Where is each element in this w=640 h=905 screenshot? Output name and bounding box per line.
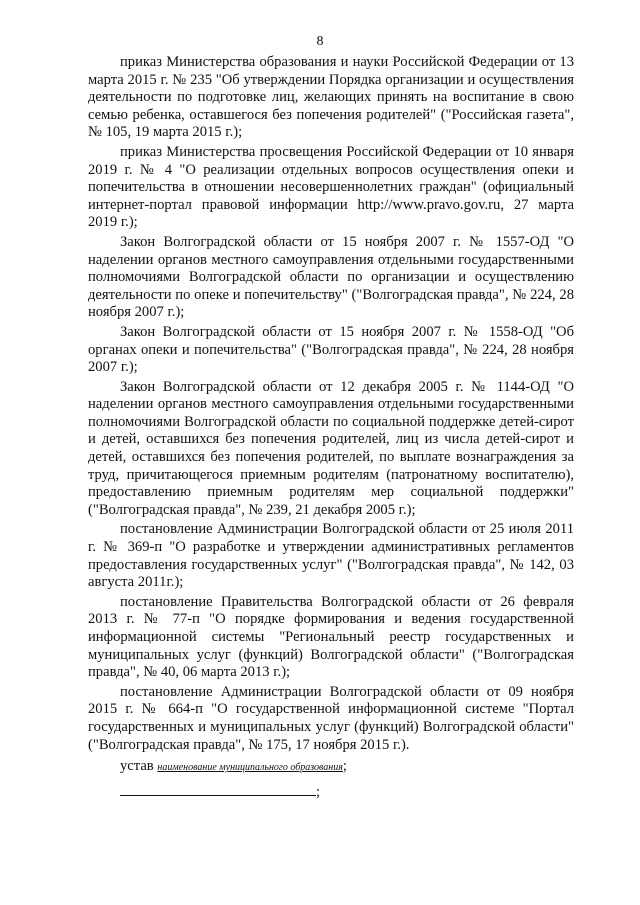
legal-act-item: Закон Волгоградской области от 12 декабря 2005 г. № 1144-ОД "О наделении органов местного самоуправления отдельными государственными полномочиями Волгоградской области по социальной поддержке детей-сирот и детей, оставшихся без попечения родителей, лиц из числа детей-сирот и детей, оставшихся без попечения родителей, по выплате вознаграждения за труд, причитающегося приемным родителям (патронатному воспитателю), предоставлению приемным родителям мер социальной поддержки" ("Волгоградская правда", № 239, 21 декабря 2005 г.); [88,378,574,518]
charter-prefix: устав [120,758,158,775]
legal-act-item: приказ Министерства образования и науки Российской Федерации от 13 марта 2015 г. № 235 "Об утверждении Порядка организации и осуществления деятельности по подготовке лиц, желающих принять на воспитание в свою семью ребенка, оставшегося без попечения родителей" ("Российская газета", № 105, 19 марта 2015 г.); [88,54,574,141]
legal-act-item: Закон Волгоградской области от 15 ноября 2007 г. № 1558-ОД "Об органах опеки и попечительства" ("Волгоградская правда", № 224, 28 ноября 2007 г.); [88,323,574,376]
legal-act-item: постановление Правительства Волгоградской области от 26 февраля 2013 г. № 77-п "О порядке формирования и ведения государственной информационной системы "Региональный реестр государственных и муниципальных услуг (функций) Волгоградской области" ("Волгоградская правда", № 40, 06 марта 2013 г.); [88,593,574,681]
page-number: 8 [316,34,324,49]
legal-act-item: Закон Волгоградской области от 15 ноября 2007 г. № 1557-ОД "О наделении органов местного самоуправления отдельными государственными полномочиями Волгоградской области по организации и осуществлению деятельности по опеке и попечительству" ("Волгоградская правда", № 224, 28 ноября 2007 г.); [88,233,574,321]
legal-act-item: постановление Администрации Волгоградской области от 25 июля 2011 г. № 369-п "О разработке и утверждении административных регламентов предоставления государственных услуг" ("Волгоградская правда", № 142, 03 августа 2011г.); [88,521,574,591]
blank-fill-line [88,783,574,802]
legal-act-item: приказ Министерства просвещения Российской Федерации от 10 января 2019 г. № 4 "О реализации отдельных вопросов осуществления опеки и попечительства в отношении несовершеннолетних граждан" (официальный интернет-портал правовой информации http://www.pravo.gov.ru, 27 марта 2019 г.); [88,143,574,231]
blank-underline [120,783,316,796]
legal-act-item: постановление Администрации Волгоградской области от 09 ноября 2015 г. № 664-п "О государственной информационной системе "Портал государственных и муниципальных услуг (функций) Волгоградской области" ("Волгоградская правда", № 175, 17 ноября 2015 г.). [88,683,574,753]
charter-suffix: ; [342,758,347,775]
document-body [88,54,574,801]
municipality-name-hint: наименование муниципального образования [157,762,343,774]
blank-line-suffix: ; [316,783,321,800]
charter-line [88,758,574,777]
